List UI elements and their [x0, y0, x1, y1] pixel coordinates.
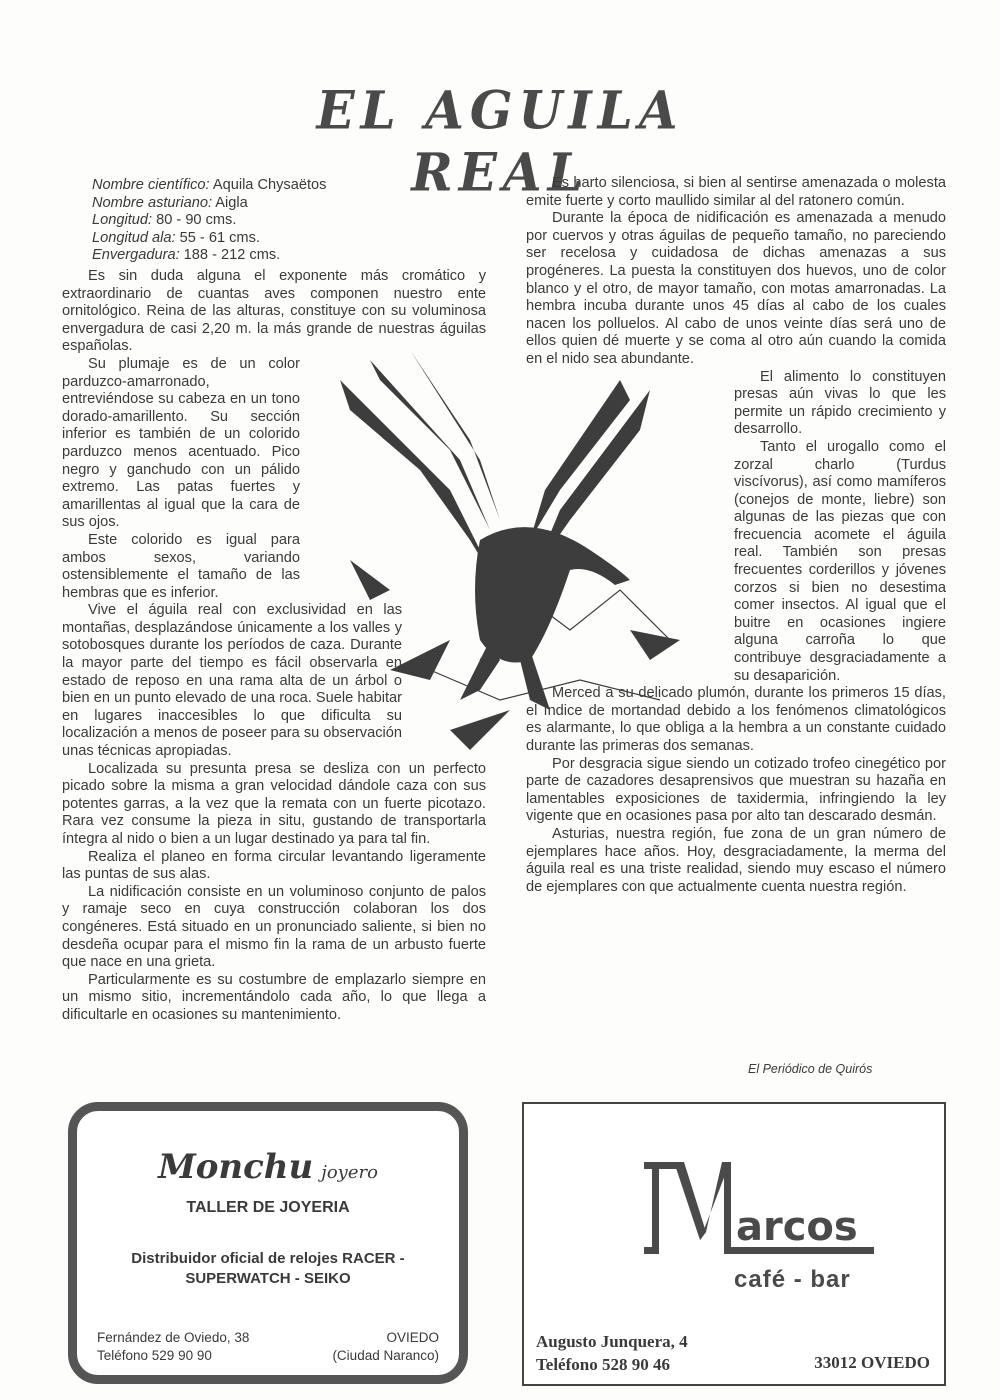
svg-text:arcos: arcos [736, 1204, 858, 1250]
species-facts [92, 177, 326, 265]
ad-headline: TALLER DE JOYERIA [186, 1199, 350, 1216]
paragraph: Es harto silenciosa, si bien al sentirse amenazada o molesta emite fuerte y corto maullido similar al del ratonero común. [526, 175, 946, 209]
ad-marcos-cafe-bar [522, 1102, 946, 1386]
paragraph: Este colorido es igual para ambos sexos, variando ostensiblemente el tamaño de las hembras que es inferior. [62, 531, 300, 601]
paragraph: El alimento lo constituyen presas aún vivas lo que les permite un rápido crecimiento y desarrollo. [734, 368, 946, 438]
paragraph: Su plumaje es de un color parduzco-amarronado, entreviéndose su cabeza en un tono dorado-amarillento. Su sección inferior es también de un colorido parduzco menos acentuado. Pico negro y ganchudo con un pálido extremo. Las patas fuertes y amarillentas al igual que la cara de sus ojos. [62, 355, 300, 531]
paragraph: Tanto el urogallo como el zorzal charlo (Turdus viscívorus), así como mamíferos (conejos de monte, liebre) son algunas de las piezas que con frecuencia acomete el águila real. También son presas frecuentes corderillos y jóvenes corzos si bien no desestima comer insectos. Al igual que el buitre en ocasiones ingiere alguna carroña lo que contribuye desgraciadamente a su desaparición. [734, 438, 946, 684]
paragraph: Es sin duda alguna el exponente más cromático y extraordinario de cuantas aves componen nuestro ente ornitológico. Reina de las alturas, constituye con su voluminosa envergadura de casi 2,20 m. la más grande de nuestras águilas españolas. [62, 268, 486, 355]
paragraph: Por desgracia sigue siendo un cotizado trofeo cinegético por parte de cazadores desaprensivos que muestran su hazaña en lamentables exposiciones de taxidermia, infringiendo la ley vigente que en ocasiones pasa por alto tan descarado desmán. [526, 755, 946, 825]
fact-asturian-name: Nombre asturiano: Aigla [92, 194, 248, 211]
fact-length: Longitud: 80 - 90 cms. [92, 212, 237, 229]
marcos-logo [644, 1162, 874, 1262]
eagle-illustration [330, 340, 700, 770]
article-title: EL AGUILA REAL [316, 79, 684, 203]
paragraph: La nidificación consiste en un voluminoso conjunto de palos y ramaje seco en cuya construcción colaboran los dos congéneres. Está situado en un pronunciado saliente, si bien no desdeña ocupar para el mismo fin la rama de un arbusto fuerte que nace en una grieta. [62, 883, 486, 971]
fact-wing-length: Longitud ala: 55 - 61 cms. [92, 229, 260, 246]
ad-address: Augusto Junquera, 4 Teléfono 528 90 46 [536, 1332, 688, 1374]
article-source: El Periódico de Quirós [748, 1062, 873, 1076]
ad-zip-city: 33012 OVIEDO [814, 1353, 930, 1372]
paragraph: Asturias, nuestra región, fue zona de un gran número de ejemplares hace años. Hoy, desgraciadamente, la merma del águila real es una triste realidad, siendo muy escaso el número de ejemplares con que actualmente cuenta nuestra región. [526, 825, 946, 895]
paragraph: Durante la época de nidificación es amenazada a menudo por cuervos y otras águilas de pequeño tamaño, no pareciendo ser recelosa y cuidadosa de dichas amenazas a sus progéneres. La puesta la constituyen dos huevos, uno de color blanco y el otro, de mayor tamaño, con motas amarronadas. La hembra incuba durante unos 45 días al cabo de los cuales nacen los polluelos. Al cabo de unos veinte días será uno de ellos quien dé muerte y se coma al otro aún cuando la comida en el nido sea abundante. [526, 210, 946, 367]
ad-monchu-joyero [68, 1102, 468, 1384]
ad-brand: Monchu joyero [158, 1147, 378, 1187]
paragraph: Merced a su delicado plumón, durante los primeros 15 días, el índice de mortandad debido a los fenómenos climatológicos es alarmante, lo que obliga a la hembra a un constante cuidado durante las primeras dos semanas. [526, 685, 946, 754]
paragraph: Localizada su presunta presa se desliza con un perfecto picado sobre la misma a gran velocidad dándole caza con sus potentes garras, a la vez que la remata con un fuerte picotazo. Rara vez consume la pieza in situ, gustando de transportarla íntegra al nido o bien a un lugar destinado ya para tal fin. [62, 760, 486, 847]
ad-address: Fernández de Oviedo, 38 Teléfono 529 90 90 [97, 1330, 250, 1363]
ad-subtitle: café - bar [734, 1266, 851, 1293]
fact-scientific-name: Nombre científico: Aquila Chysaëtos [92, 177, 327, 193]
paragraph: Realiza el planeo en forma circular levantando ligeramente las puntas de sus alas. [62, 848, 486, 883]
ad-tagline: Distribuidor oficial de relojes RACER - SUPERWATCH - SEIKO [131, 1250, 405, 1287]
paragraph: Vive el águila real con exclusividad en las montañas, desplazándose únicamente a los valles y sotobosques durante los períodos de caza. Durante la mayor parte del tiempo es fácil observarla en estado de reposo en una rama alta de un árbol o bien en un punto elevado de una roca. Suele habitar en lugares inaccesibles lo que dificulta su localización a menos de poseer para su observación unas técnicas apropiadas. [62, 602, 402, 760]
paragraph: Particularmente es su costumbre de emplazarlo siempre en un mismo sitio, incrementándolo cada año, lo que llega a dificultarle en ocasiones su mantenimiento. [62, 971, 486, 1023]
fact-wingspan: Envergadura: 188 - 212 cms. [92, 247, 281, 264]
ad-city: OVIEDO (Ciudad Naranco) [332, 1330, 439, 1363]
